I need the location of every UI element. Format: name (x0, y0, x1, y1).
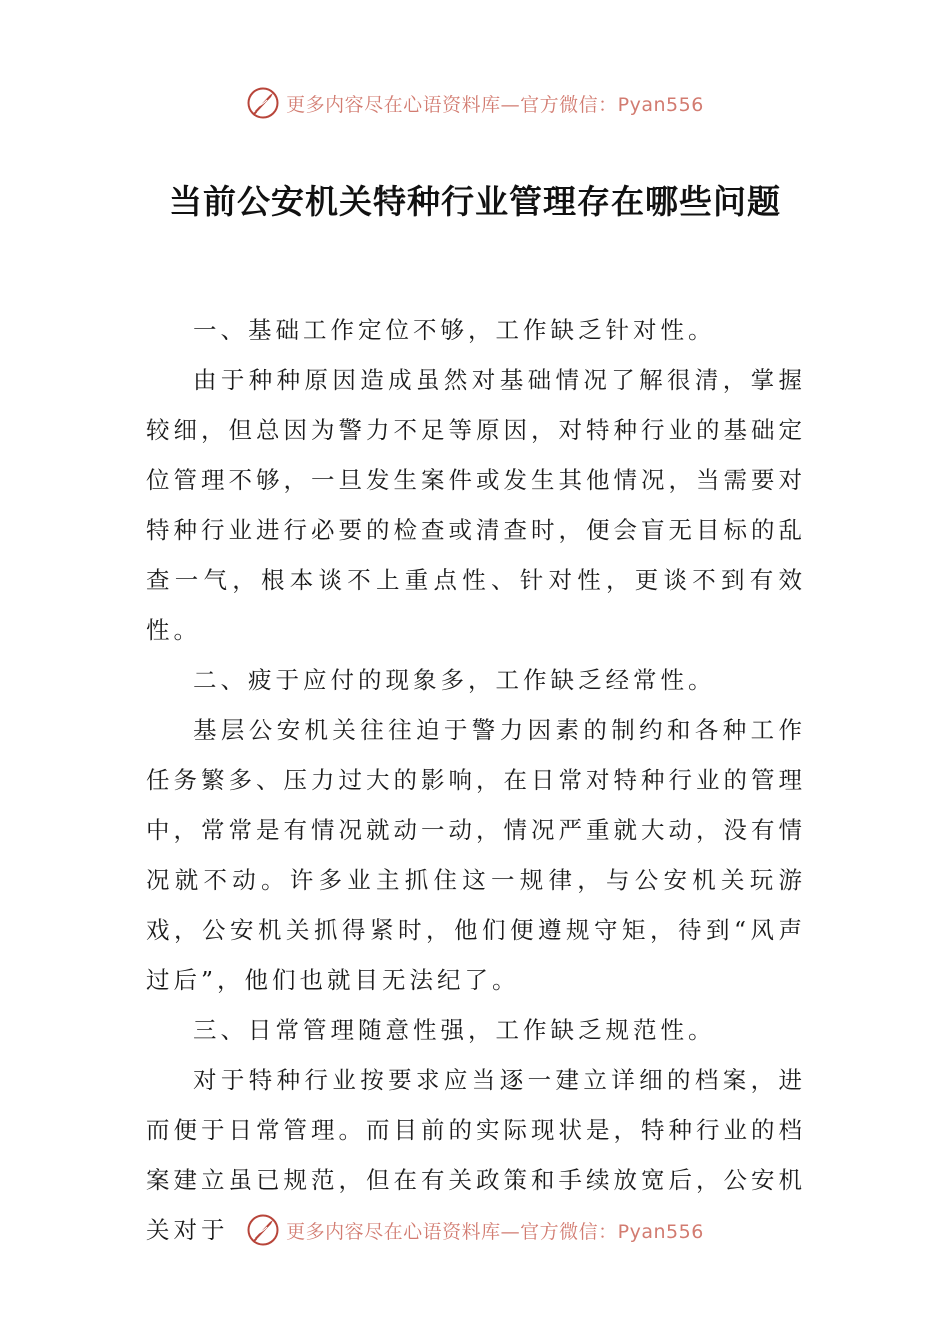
section-heading-1: 一、基础工作定位不够，工作缺乏针对性。 (193, 316, 716, 344)
header-banner (0, 83, 950, 123)
paragraph: 由于种种原因造成虽然对基础情况了解很清，掌握较细，但总因为警力不足等原因，对特种行业的基础定位管理不够，一旦发生案件或发生其他情况，当需要对特种行业进行必要的检查或清查时，便会盲无目标的乱查一气，根本谈不上重点性、针对性，更谈不到有效性。 (146, 366, 806, 644)
document-title: 当前公安机关特种行业管理存在哪些问题 (169, 182, 781, 221)
paragraph: 基层公安机关往往迫于警力因素的制约和各种工作任务繁多、压力过大的影响，在日常对特种行业的管理中，常常是有情况就动一动，情况严重就大动，没有情况就不动。许多业主抓住这一规律，与公安机关玩游戏，公安机关抓得紧时，他们便遵规守矩，待到“风声过后”，他们也就目无法纪了。 (146, 716, 806, 994)
header-banner-text: 更多内容尽在心语资料库—官方微信：Pyan556 (286, 93, 704, 116)
section-heading-3: 三、日常管理随意性强，工作缺乏规范性。 (193, 1016, 716, 1044)
paragraph: 对于特种行业按要求应当逐一建立详细的档案，进而便于日常管理。而目前的实际现状是，特种行业的档案建立虽已规范，但在有关政策和手续放宽后，公安机关对于 (146, 1066, 806, 1244)
quill-pen-logo-icon (246, 86, 280, 120)
quill-pen-logo-icon (246, 1213, 280, 1247)
section-heading-2: 二、疲于应付的现象多，工作缺乏经常性。 (193, 666, 716, 694)
document-body (146, 305, 806, 1255)
footer-banner-text: 更多内容尽在心语资料库—官方微信：Pyan556 (286, 1220, 704, 1243)
footer-banner (0, 1210, 950, 1250)
